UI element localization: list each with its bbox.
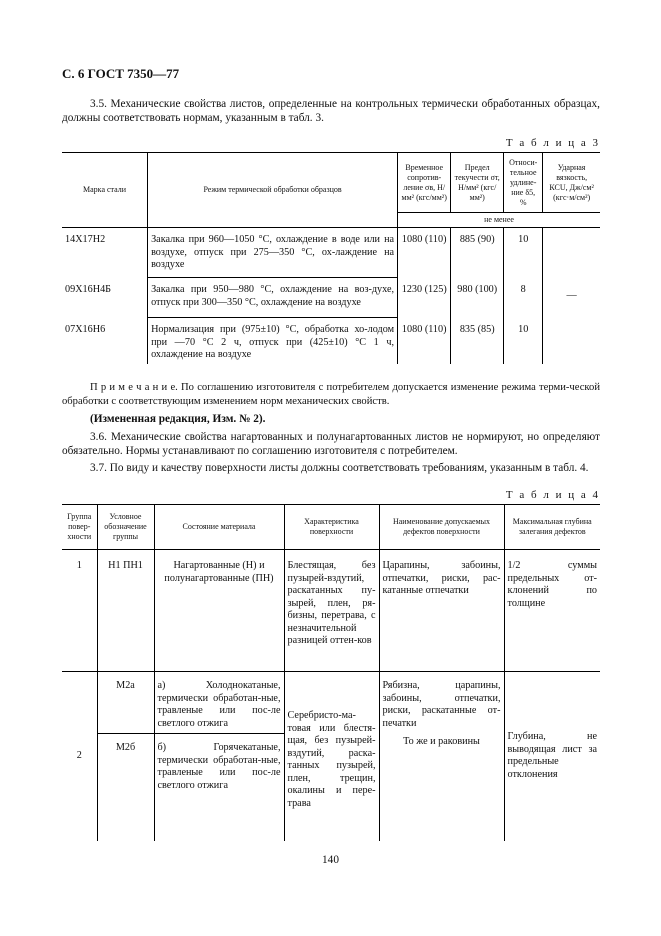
t4-group: 2 [62, 672, 97, 841]
t4-defects: Рябизна, царапины, забоины, отпечатки, риски, раскатанные от-печатки [379, 672, 504, 734]
paragraph-3-6: 3.6. Механические свойства нагартованных и полунагартованных листов не нормируют, но определяют обязательно. Нормы устанавливают по соглашению изготовителя с потребителем. [62, 431, 600, 457]
paragraph-3-7: 3.7. По виду и качеству поверхности листы должны соответствовать требованиям, указанным в табл. 4. [90, 462, 589, 474]
t4-designation: М2б [97, 734, 154, 841]
t3-header-mode: Режим термической обработки образцов [148, 153, 398, 228]
t4-group: 1 [62, 550, 97, 672]
edition-note: (Измененная редакция, Изм. № 2). [90, 413, 266, 425]
t3-header-grade: Марка стали [62, 153, 148, 228]
page-header: С. 6 ГОСТ 7350—77 [62, 66, 180, 81]
t4-designation: М2а [97, 672, 154, 734]
t3-tensile: 1080 (110) [398, 318, 451, 364]
page-number: 140 [322, 854, 339, 866]
t3-header-yield: Предел текучести σт, Н/мм² (кгс/мм²) [451, 153, 504, 213]
t4-header-state: Состояние материала [154, 505, 284, 550]
t3-elong: 8 [504, 278, 543, 318]
paragraph-3-5: 3.5. Механические свойства листов, определенные на контрольных термически обработанных образцах, должны соответствовать нормам, указанным в табл. 3. [62, 98, 600, 124]
t3-grade: 07Х16Н6 [62, 318, 148, 364]
t3-header-tensile: Временное сопротив-ление σв, Н/мм² (кгс/мм²) [398, 153, 451, 213]
table-row [62, 550, 600, 672]
t4-depth: 1/2 суммы предельных от-клонений по толщине [504, 550, 600, 672]
table3-note: П р и м е ч а н и е. По соглашению изготовителя с потребителем допускается изменение режима терми-ческой обработки с соответствующим изменением норм механических свойств. [62, 382, 600, 407]
t4-header-group: Группа повер-хности [62, 505, 97, 550]
t3-mode: Нормализация при (975±10) °С, обработка хо-лодом при —70 °С 2 ч, отпуск при (425±10) °С 1 ч, охлаждение на воздухе [148, 318, 398, 364]
t3-header-impact: Ударная вязкость, КСU, Дж/см² (кгс·м/см²) [543, 153, 600, 213]
t4-char: Серебристо-ма-товая или блестя-щая, без пузырей-вздутий, раска-танных пузырей, плен, трещин, окалины и пере-трава [284, 672, 379, 841]
t4-depth: Глубина, не выводящая лист за предельные отклонения [507, 731, 597, 780]
table-row [62, 672, 600, 734]
table3-caption: Т а б л и ц а 3 [505, 137, 600, 149]
table4-caption: Т а б л и ц а 4 [505, 489, 600, 501]
t4-defects: То же и раковины [379, 734, 504, 841]
table-row [62, 278, 600, 318]
table-row [62, 228, 600, 278]
t3-header-elong: Относи-тельное удлине-ние δ5, % [504, 153, 543, 213]
t3-grade: 14Х17Н2 [62, 228, 148, 278]
t3-yield: 980 (100) [451, 278, 504, 318]
t3-impact: — [566, 289, 577, 301]
t4-header-designation: Условное обозначение группы [97, 505, 154, 550]
t4-state: Нагартованные (Н) и полунагартованные (ПН) [154, 550, 284, 672]
t3-tensile: 1080 (110) [398, 228, 451, 278]
table3 [62, 152, 600, 364]
t4-header-depth: Максимальная глубина залегания дефектов [504, 505, 600, 550]
t3-elong: 10 [504, 318, 543, 364]
t3-yield: 885 (90) [451, 228, 504, 278]
t3-header-not-less: не менее [398, 213, 600, 228]
t4-defects: Царапины, забоины, отпечатки, риски, рас-катанные отпечатки [379, 550, 504, 672]
t4-state: б) Горячекатаные, термически обработан-ные, травленые или пос-ле светлого отжига [154, 734, 284, 841]
t4-designation: Н1 ПН1 [97, 550, 154, 672]
table-row [62, 318, 600, 364]
t3-mode: Закалка при 950—980 °С, охлаждение на воз-духе, отпуск при 300—350 °С, охлаждение на воздухе [148, 278, 398, 318]
t4-header-char: Характеристика поверхности [284, 505, 379, 550]
t3-elong: 10 [504, 228, 543, 278]
t3-mode: Закалка при 960—1050 °С, охлаждение в воде или на воздухе, отпуск при 275—350 °С, ох-лаждение на воздухе [148, 228, 398, 278]
t3-yield: 835 (85) [451, 318, 504, 364]
t3-tensile: 1230 (125) [398, 278, 451, 318]
t4-char: Блестящая, без пузырей-вздутий, раскатанных пу-зырей, плен, ря-бизны, перетрава, с незначительной разницей оттен-ков [284, 550, 379, 672]
t4-header-defects: Наименование допускаемых дефектов поверхности [379, 505, 504, 550]
t3-grade: 09Х16Н4Б [62, 278, 148, 318]
table4 [62, 504, 600, 841]
t4-state: а) Холоднокатаные, термически обработан-ные, травленые или пос-ле светлого отжига [154, 672, 284, 734]
